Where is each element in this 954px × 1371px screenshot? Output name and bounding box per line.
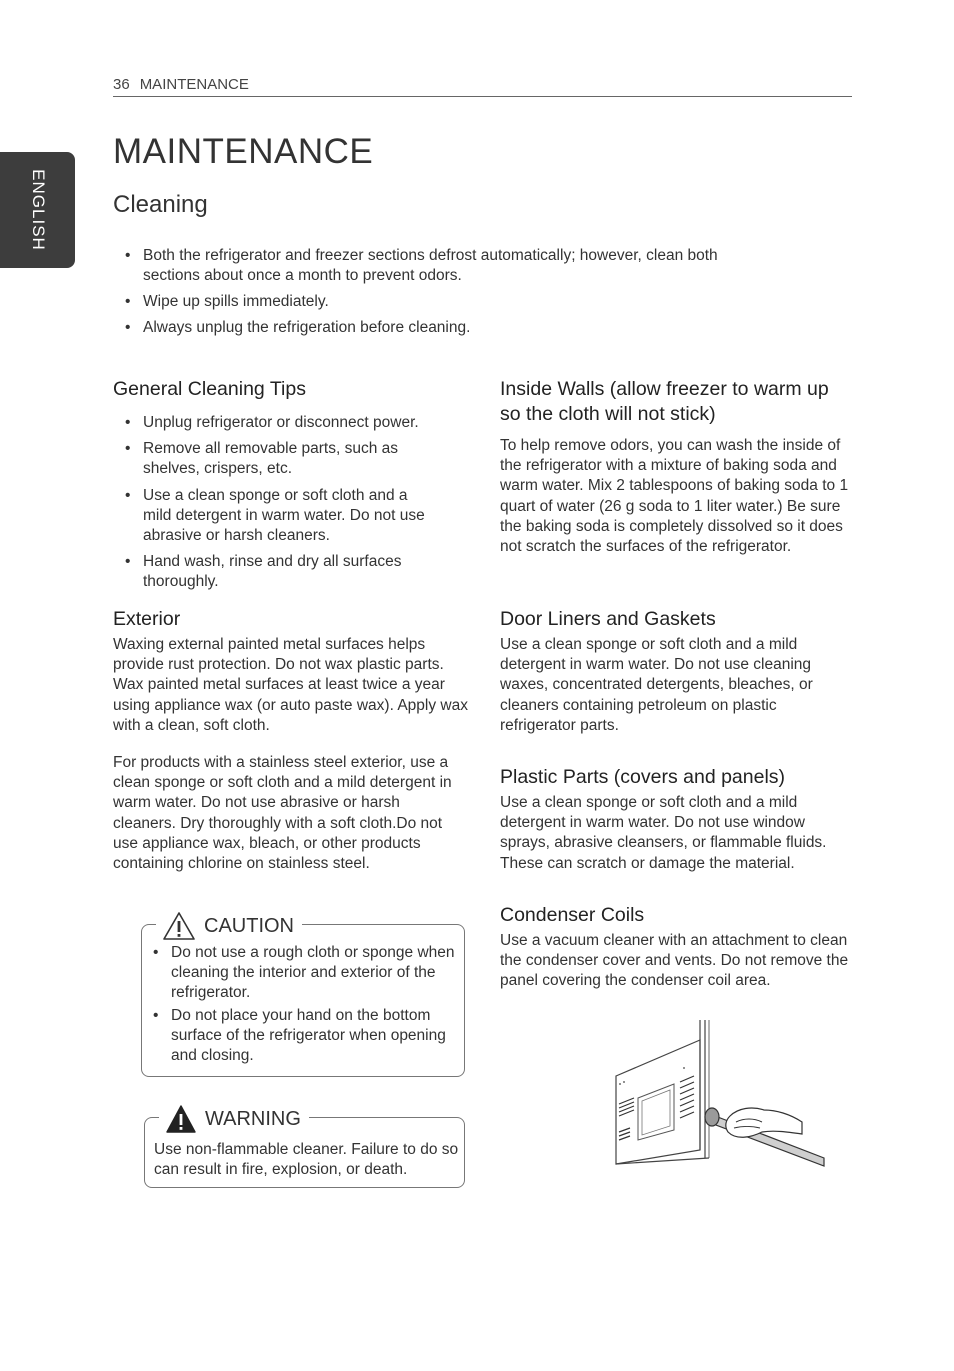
exterior-heading: Exterior bbox=[113, 608, 181, 630]
plastic-parts-section bbox=[500, 765, 855, 874]
intro-section bbox=[125, 246, 805, 344]
page-header bbox=[113, 76, 852, 97]
inside-walls-heading: Inside Walls (allow freezer to warm up so the cloth will not stick) bbox=[500, 378, 829, 425]
condenser-text: Use a vacuum cleaner with an attachment to clean the condenser cover and vents. Do not remove the panel covering the condenser coil area. bbox=[500, 932, 849, 990]
general-cleaning-section bbox=[113, 377, 468, 599]
language-tab bbox=[0, 152, 75, 268]
page-number: 36 bbox=[113, 76, 130, 93]
door-liners-section bbox=[500, 607, 855, 736]
list-item: • Do not place your hand on the bottom surface of the refrigerator when opening and closing. bbox=[153, 1006, 459, 1067]
warning-title bbox=[159, 1104, 309, 1134]
list-item: • Use a clean sponge or soft cloth and a mild detergent in warm water. Do not use abrasive or harsh cleaners. bbox=[125, 486, 430, 547]
caution-box bbox=[141, 914, 465, 1077]
condenser-section bbox=[500, 903, 855, 992]
exterior-paragraph-1: Waxing external painted metal surfaces helps provide rust protection. Do not wax plastic parts. Wax painted metal surfaces at least twice a year using appliance wax (or auto paste wax). Apply wax with a clean, soft cloth. bbox=[113, 636, 468, 734]
caution-triangle-icon bbox=[162, 911, 196, 941]
warning-box bbox=[144, 1107, 465, 1188]
warning-triangle-icon bbox=[165, 1104, 197, 1134]
condenser-cleaning-illustration bbox=[612, 1018, 826, 1168]
section-title: Cleaning bbox=[113, 191, 208, 218]
list-item: • Both the refrigerator and freezer sections defrost automatically; however, clean both sections about once a month to prevent odors. bbox=[125, 246, 775, 286]
caution-title bbox=[156, 911, 302, 941]
exterior-paragraph-2: For products with a stainless steel exterior, use a clean sponge or soft cloth and a mild detergent in warm water. Do not use abrasive or harsh cleaners. Dry thoroughly with a soft cloth.Do not use appliance wax, bleach, or other products containing chlorine on stainless steel. bbox=[113, 754, 452, 873]
list-item: • Do not use a rough cloth or sponge when cleaning the interior and exterior of the refrigerator. bbox=[153, 943, 459, 1004]
caution-label: CAUTION bbox=[204, 914, 294, 937]
plastic-parts-heading: Plastic Parts (covers and panels) bbox=[500, 766, 786, 788]
general-cleaning-heading: General Cleaning Tips bbox=[113, 378, 306, 400]
list-item: • Unplug refrigerator or disconnect power. bbox=[125, 413, 445, 433]
list-item: • Always unplug the refrigeration before cleaning. bbox=[125, 318, 805, 338]
plastic-parts-text: Use a clean sponge or soft cloth and a mild detergent in warm water. Do not use window sprays, abrasive cleansers, or flammable fluids. These can scratch or damage the material. bbox=[500, 794, 827, 872]
exterior-section bbox=[113, 607, 468, 874]
inside-walls-text: To help remove odors, you can wash the inside of the refrigerator with a mixture of baking soda and warm water. Mix 2 tablespoons of baking soda to 1 quart of water (26 g soda to 1 liter water.) Be sure the baking soda is completely dissolved so it does not scratch the surfaces of the refrigerator. bbox=[500, 437, 849, 556]
inside-walls-section bbox=[500, 377, 855, 557]
list-item: • Wipe up spills immediately. bbox=[125, 292, 805, 312]
door-liners-text: Use a clean sponge or soft cloth and a mild detergent in warm water. Do not use cleaning waxes, concentrated detergents, bleaches, or cleaners containing petroleum on plastic refrigerator parts. bbox=[500, 636, 813, 734]
list-item: • Hand wash, rinse and dry all surfaces thoroughly. bbox=[125, 552, 425, 592]
warning-text: Use non-flammable cleaner. Failure to do so can result in fire, explosion, or death. bbox=[154, 1141, 459, 1179]
list-item: • Remove all removable parts, such as shelves, crispers, etc. bbox=[125, 439, 425, 479]
header-section: MAINTENANCE bbox=[139, 76, 249, 93]
page-title: MAINTENANCE bbox=[113, 132, 374, 171]
door-liners-heading: Door Liners and Gaskets bbox=[500, 608, 716, 630]
warning-label: WARNING bbox=[205, 1107, 301, 1130]
language-tab-label: ENGLISH bbox=[28, 169, 48, 251]
condenser-heading: Condenser Coils bbox=[500, 904, 645, 926]
